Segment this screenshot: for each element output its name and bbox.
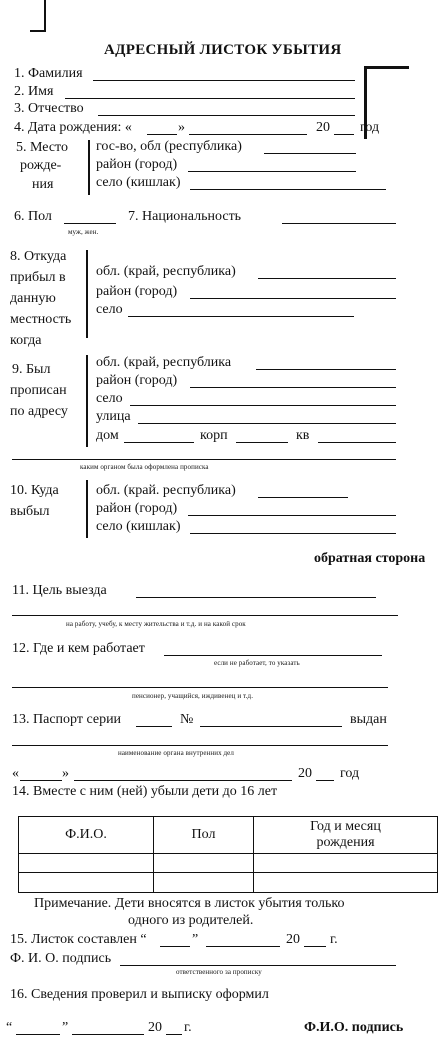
birth-year-prefix: 20 bbox=[316, 120, 330, 135]
reg-district-label: район (город) bbox=[96, 373, 178, 388]
purpose-hint: на работу, учебу, к месту жительства и т.д. и на какой срок bbox=[66, 620, 246, 628]
from-label-2: прибыл в bbox=[10, 270, 66, 285]
compiled-year-prefix: 20 bbox=[286, 932, 300, 947]
issue-year-suffix: год bbox=[340, 766, 360, 781]
nationality-label: 7. Национальность bbox=[128, 209, 242, 224]
patronymic-label: 3. Отчество bbox=[14, 101, 84, 116]
passport-label: 13. Паспорт серии bbox=[12, 712, 122, 727]
work-line[interactable] bbox=[164, 655, 382, 656]
reg-authority-line[interactable] bbox=[12, 459, 396, 460]
reg-label-1: 9. Был bbox=[12, 362, 51, 377]
birthplace-label-3: ния bbox=[32, 177, 54, 192]
from-bracket bbox=[86, 250, 88, 338]
bp-state-line[interactable] bbox=[264, 153, 356, 154]
birth-year-line[interactable] bbox=[334, 134, 354, 135]
nationality-line[interactable] bbox=[282, 223, 396, 224]
dest-label-1: 10. Куда bbox=[10, 483, 59, 498]
compiled-year-suffix: г. bbox=[330, 932, 338, 947]
from-district-line[interactable] bbox=[190, 298, 396, 299]
surname-label: 1. Фамилия bbox=[14, 66, 83, 81]
issue-year-line[interactable] bbox=[316, 780, 334, 781]
work-hint-2: пенсионер, учащийся, иждивенец и т.д. bbox=[132, 692, 254, 700]
birth-day-line[interactable] bbox=[147, 134, 177, 135]
compiled-day-line[interactable] bbox=[160, 946, 190, 947]
final-quote-close: ” bbox=[62, 1020, 69, 1035]
compiled-year-line[interactable] bbox=[304, 946, 326, 947]
children-header-fio: Ф.И.О. bbox=[19, 817, 154, 854]
birthplace-label-2: рожде- bbox=[20, 158, 62, 173]
dest-village-line[interactable] bbox=[190, 533, 396, 534]
table-row bbox=[19, 873, 438, 893]
reg-authority-hint: каким органом была оформлена прописка bbox=[80, 463, 209, 471]
reg-kv-line[interactable] bbox=[318, 442, 396, 443]
name-label: 2. Имя bbox=[14, 84, 54, 99]
work-hint-1: если не работает, то указать bbox=[214, 659, 300, 667]
children-label: 14. Вместе с ним (ней) убыли дети до 16 лет bbox=[12, 784, 278, 799]
issue-day-line[interactable] bbox=[20, 780, 62, 781]
reg-kv-label: кв bbox=[296, 428, 310, 443]
birthplace-label-1: 5. Место bbox=[16, 140, 68, 155]
passport-authority-hint: наименование органа внутренних дел bbox=[118, 749, 234, 757]
sex-label: 6. Пол bbox=[14, 209, 52, 224]
patronymic-line[interactable] bbox=[98, 115, 355, 116]
table-row bbox=[19, 854, 438, 873]
reg-korp-line[interactable] bbox=[236, 442, 288, 443]
table-cell[interactable] bbox=[154, 873, 254, 893]
issue-quote-close: » bbox=[62, 766, 69, 781]
work-line-2[interactable] bbox=[12, 687, 388, 688]
sex-line[interactable] bbox=[64, 223, 116, 224]
passport-number-label: № bbox=[180, 712, 194, 727]
birth-date-label: 4. Дата рождения: « bbox=[14, 120, 132, 135]
from-district-label: район (город) bbox=[96, 284, 178, 299]
final-month-line[interactable] bbox=[72, 1034, 144, 1035]
compiled-label: 15. Листок составлен “ bbox=[10, 932, 147, 947]
purpose-label: 11. Цель выезда bbox=[12, 583, 107, 598]
reg-region-label: обл. (край, республика bbox=[96, 355, 232, 370]
purpose-line-2[interactable] bbox=[12, 615, 398, 616]
final-quote-open: “ bbox=[6, 1020, 13, 1035]
name-line[interactable] bbox=[65, 98, 355, 99]
reg-label-3: по адресу bbox=[10, 404, 68, 419]
from-village-label: село bbox=[96, 302, 123, 317]
from-label-5: когда bbox=[10, 333, 42, 348]
dest-region-line[interactable] bbox=[258, 497, 348, 498]
children-header-birth: Год и месяц рождения bbox=[254, 817, 438, 854]
table-cell[interactable] bbox=[154, 854, 254, 873]
dest-bracket bbox=[86, 480, 88, 538]
reg-region-line[interactable] bbox=[256, 369, 396, 370]
from-label-3: данную bbox=[10, 291, 56, 306]
reg-village-label: село bbox=[96, 391, 123, 406]
children-table bbox=[18, 816, 438, 893]
fio-sign-label: Ф. И. О. подпись bbox=[10, 951, 112, 966]
issue-quote-open: « bbox=[12, 766, 19, 781]
bp-district-line[interactable] bbox=[188, 171, 356, 172]
table-cell[interactable] bbox=[254, 854, 438, 873]
table-cell[interactable] bbox=[19, 854, 154, 873]
from-label-4: местность bbox=[10, 312, 72, 327]
passport-authority-line[interactable] bbox=[12, 745, 388, 746]
final-year-line[interactable] bbox=[166, 1034, 182, 1035]
reg-korp-label: корп bbox=[200, 428, 228, 443]
reg-district-line[interactable] bbox=[190, 387, 396, 388]
birthplace-bracket bbox=[88, 140, 90, 195]
passport-issued-label: выдан bbox=[350, 712, 387, 727]
purpose-line[interactable] bbox=[136, 597, 376, 598]
final-sign-label: Ф.И.О. подпись bbox=[304, 1020, 404, 1035]
from-region-label: обл. (край, республика) bbox=[96, 264, 236, 279]
dest-region-label: обл. (край. республика) bbox=[96, 483, 236, 498]
reg-house-line[interactable] bbox=[124, 442, 194, 443]
final-day-line[interactable] bbox=[16, 1034, 60, 1035]
table-cell[interactable] bbox=[254, 873, 438, 893]
from-region-line[interactable] bbox=[258, 278, 396, 279]
final-year-suffix: г. bbox=[184, 1020, 192, 1035]
bp-district-label: район (город) bbox=[96, 157, 178, 172]
fio-sign-line[interactable] bbox=[120, 965, 396, 966]
reg-village-line[interactable] bbox=[130, 405, 396, 406]
reverse-side-label: обратная сторона bbox=[314, 551, 426, 566]
form-title: АДРЕСНЫЙ ЛИСТОК УБЫТИЯ bbox=[104, 42, 342, 58]
dest-district-label: район (город) bbox=[96, 501, 178, 516]
checked-label: 16. Сведения проверил и выписку оформил bbox=[10, 987, 269, 1002]
issue-month-line[interactable] bbox=[74, 780, 292, 781]
dest-district-line[interactable] bbox=[188, 515, 396, 516]
fio-sign-hint: ответственного за прописку bbox=[176, 968, 262, 976]
final-year-prefix: 20 bbox=[148, 1020, 162, 1035]
bp-village-label: село (кишлак) bbox=[96, 175, 181, 190]
reg-label-2: прописан bbox=[10, 383, 67, 398]
reg-street-label: улица bbox=[96, 409, 131, 424]
passport-series-line[interactable] bbox=[136, 726, 172, 727]
note-line-2: одного из родителей. bbox=[128, 913, 254, 928]
table-cell[interactable] bbox=[19, 873, 154, 893]
issue-year-prefix: 20 bbox=[298, 766, 312, 781]
compiled-month-line[interactable] bbox=[206, 946, 280, 947]
bp-state-label: гос-во, обл (республика) bbox=[96, 139, 242, 154]
from-village-line[interactable] bbox=[128, 316, 354, 317]
birth-month-line[interactable] bbox=[189, 134, 307, 135]
reg-street-line[interactable] bbox=[138, 423, 396, 424]
work-label: 12. Где и кем работает bbox=[12, 641, 145, 656]
dest-label-2: выбыл bbox=[10, 504, 50, 519]
bp-village-line[interactable] bbox=[190, 189, 386, 190]
birth-year-suffix: год bbox=[360, 120, 380, 135]
dest-village-label: село (кишлак) bbox=[96, 519, 181, 534]
note-line-1: Примечание. Дети вносятся в листок убытия только bbox=[34, 896, 345, 911]
birth-quote-close: » bbox=[178, 120, 185, 135]
reg-bracket bbox=[86, 355, 88, 447]
reg-house-label: дом bbox=[96, 428, 119, 443]
surname-line[interactable] bbox=[93, 80, 355, 81]
children-header-sex: Пол bbox=[154, 817, 254, 854]
corner-mark-top-left bbox=[30, 0, 46, 32]
from-label-1: 8. Откуда bbox=[10, 249, 67, 264]
sex-hint: муж, жен. bbox=[68, 228, 99, 236]
compiled-quote-close: ” bbox=[192, 932, 199, 947]
passport-number-line[interactable] bbox=[200, 726, 342, 727]
